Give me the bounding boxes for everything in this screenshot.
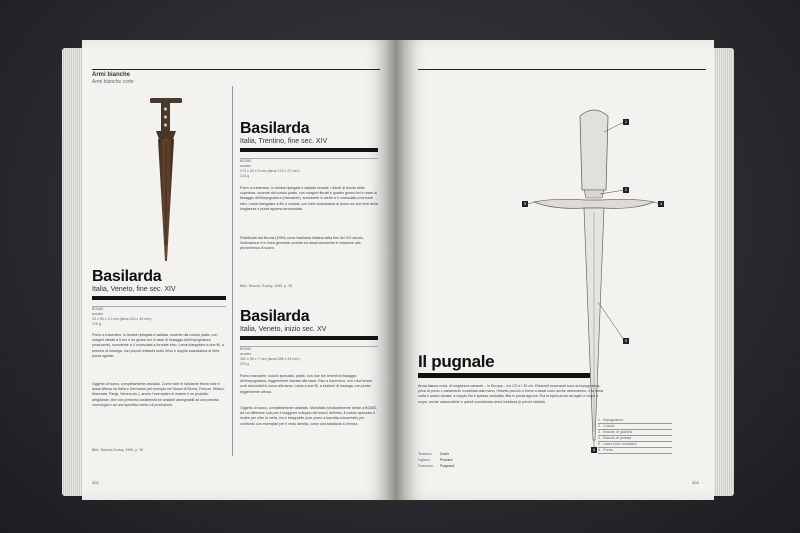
parts-legend (598, 418, 672, 454)
title-bar (240, 336, 378, 340)
entry-description: Pomo a traversino, in lamina ripiegata e saldata, uscente dal codolo piatto, con margini rilevati a 5 fori e tre grossi fori in asse di fissaggio dell'impugnatura (mancante), scendente a V rovesciata a formare elso. Lama triangolare a due fili, a sezione di losanga, con piccoli rettacchi sotto l'elso e doppia scanalatura al forte; punta ogivale. (92, 333, 224, 358)
legend-item: 5 - Lama (con costolato) (598, 442, 672, 448)
legend-item: 2 - Codolo (598, 424, 672, 430)
term-label-de: Tedesco: (418, 452, 433, 456)
callout-1: 1 (624, 119, 628, 124)
page-edges-right (712, 48, 734, 496)
legend-item: 3 - Braccio di guardia (598, 430, 672, 436)
page-number-right: 203 (692, 480, 699, 485)
entry-commentary: Oggetto di scavo, completamente ossidato. Come tutte le basilarde finora note è assai diffusa tra Italia e Germania (ad esempio nei Musei di Berna, Firenze, Milano, Macerata, Parigi, Verona etc.), anche l'esemplare in esame è un prodotto artigianale, che non presenta caratteristiche costanti assegnabili ad una precisa cronologia e ad uno specifico centro di produzione. (92, 382, 225, 407)
term-label-fr: Francese: (418, 464, 434, 468)
top-rule (92, 69, 380, 70)
entry-subtitle: Italia, Veneto, fine sec. XIV (92, 286, 176, 293)
title-bar (92, 296, 226, 300)
entry-bibliography: Bibl.: Boccia, Godoy, 1995, p. 35 (240, 284, 293, 288)
entry-material: acciaio (240, 164, 252, 168)
left-page (82, 40, 388, 500)
entry-commentary: Pubblicata dal Boccia (1999) come basilarda italiana della fine del XIV secolo, l'indicazione è in linea generale corretta ed assai verosimile in relazione alla provenienza di scavo. (240, 236, 364, 251)
entry-weight: 210 g (92, 322, 101, 326)
entry-bibliography: Bibl.: Boccia-Godoy, 1995, p. 35 (92, 448, 144, 452)
term-fr: Poignard (440, 464, 455, 468)
term-en: Poniard (440, 458, 453, 462)
entry-dims: 273 x 44 x 5 mm (lama 172 x 27 mm) (240, 169, 300, 173)
section-title-bar (418, 373, 590, 378)
term-de: Dolch (440, 452, 450, 456)
entry-material: acciaio (92, 312, 104, 316)
running-head-title: Armi bianche (92, 72, 131, 78)
entry-subtitle: Italia, Veneto, inizio sec. XV (240, 326, 327, 333)
entry-title: Basilarda (240, 120, 310, 137)
entry-code: BO080 (240, 158, 378, 164)
callout-6: 6 (592, 447, 596, 452)
callout-4: 4 (659, 201, 663, 206)
entry-weight: 134 g (240, 174, 249, 178)
entry-description: Pomo a traversino, in lamina ripiegata e saldata recante i chiodi di tenuta della copertura, uscente dal codolo piatto, con margini rilevati e quattro grossi fori in asse di fissaggio dell'impugnatura (mancante), scendente in alette a V rovesciata a formare elso. Lama triangolare a filo e costola, con forte scanalatura al dorso sui due terzi della lunghezza e punta appena arrotondata. (240, 186, 378, 211)
term-label-en: Inglese: (418, 458, 431, 462)
entry-weight: 224 g (240, 362, 249, 366)
entry-code: BO083 (92, 306, 226, 312)
page-edges-left (62, 48, 84, 496)
entry-material: acciaio (240, 352, 252, 356)
dagger-photo (136, 95, 196, 265)
callout-3: 3 (523, 201, 527, 206)
entry-subtitle: Italia, Trentino, fine sec. XIV (240, 138, 328, 145)
callout-5: 5 (624, 338, 628, 343)
entry-title: Basilarda (92, 268, 162, 285)
entry-dims: 33 x 90 x 10 mm (lama 226 x 40 mm) (92, 317, 152, 321)
section-intro: Arma bianca corta, di lunghezza variante – in Europa – tra i 20 e i 30 cm. Elementi essenziali sono la impugnatura, priva di pomo o variamente modellata alla mano, l'elsetto piccolo o breve a assai corto anche asimmetrico, e la lama corta e assai robusta, a doppio filo e spesso costolata, fitta in punta aguzza. Era la tipica arma da taglio e corpo a corpo, anche nascondibile e quindi considerata arma insidiosa (e perciò vietata). (418, 384, 603, 404)
section-title: Il pugnale (418, 352, 495, 371)
legend-item: 1 - Impugnatura (598, 418, 672, 424)
open-book (62, 40, 744, 500)
title-bar (240, 148, 378, 152)
entry-code: BO084 (240, 346, 378, 352)
right-page (404, 40, 714, 500)
entry-commentary: Oggetto di scavo, completamente ossidato. Manufatto strutturalmente simile a BO083, da cui differisce solo per il maggiore sviluppo dei bracci dell'elso; il codolo spezzato è inoltre per oltre la metà, ma è integrabile (con pomo a barretta orizzontale) per confronto con esemplari per il resto identici, come una basilarda a Verona. (240, 406, 378, 426)
page-number-left: 202 (92, 480, 99, 485)
legend-item: 4 - Braccio di portata (598, 436, 672, 442)
entry-description: Pomo mancante; codolo spezzato, piatto, con due fori tenenti di fissaggio dell'impugnatura, leggermente rialzato alla base. Elso a traversino, con i due bracci corti raccordati in curva alla lama. Lama a due fili, a sezione di losanga, con punta leggermente ottusa. (240, 374, 373, 394)
top-rule (418, 69, 706, 70)
running-head-subtitle: Armi bianche corte (92, 79, 134, 85)
entry-title: Basilarda (240, 308, 310, 325)
entry-dims: 352 x 55 x 7 mm (lama 288 x 34 mm) (240, 357, 300, 361)
column-divider (232, 86, 233, 456)
legend-item: 6 - Punta (598, 448, 672, 454)
callout-2: 2 (624, 187, 628, 192)
